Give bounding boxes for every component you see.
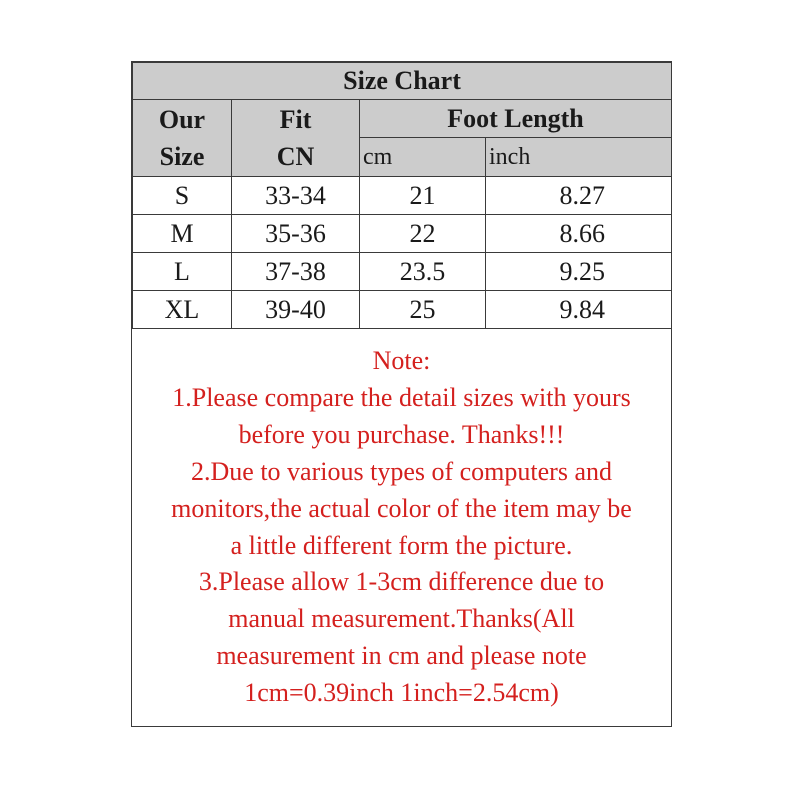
header-inch: inch <box>486 138 672 177</box>
header-fit-cn <box>232 100 360 177</box>
note-line: 1.Please compare the detail sizes with yours <box>172 382 631 412</box>
note-line: monitors,the actual color of the item may be <box>171 493 632 523</box>
cell-inch: 8.27 <box>486 177 672 215</box>
note-line: before you purchase. Thanks!!! <box>238 419 565 449</box>
note-line: a little different form the picture. <box>230 530 573 560</box>
header-our-size <box>133 100 232 177</box>
cell-cm: 21 <box>360 177 486 215</box>
note-block <box>132 331 671 712</box>
cell-cn: 39-40 <box>232 291 360 329</box>
header-our-size-line1: Our <box>158 105 206 134</box>
header-our-size-line2: Size <box>159 142 205 171</box>
note-line: 1cm=0.39inch 1inch=2.54cm) <box>244 678 559 708</box>
cell-cn: 33-34 <box>232 177 360 215</box>
table-row <box>133 177 672 215</box>
cell-inch: 8.66 <box>486 215 672 253</box>
header-fit-line1: Fit <box>279 105 312 134</box>
cell-inch: 9.84 <box>486 291 672 329</box>
note-line: 2.Due to various types of computers and <box>191 456 612 486</box>
cell-size: XL <box>133 291 232 329</box>
size-chart-sheet <box>131 61 672 727</box>
cell-inch: 9.25 <box>486 253 672 291</box>
cell-cm: 23.5 <box>360 253 486 291</box>
header-cm: cm <box>360 138 486 177</box>
chart-title: Size Chart <box>133 63 672 100</box>
cell-size: M <box>133 215 232 253</box>
note-line: 3.Please allow 1-3cm difference due to <box>198 567 605 597</box>
cell-size: L <box>133 253 232 291</box>
table-row <box>133 291 672 329</box>
cell-cn: 37-38 <box>232 253 360 291</box>
cell-cm: 22 <box>360 215 486 253</box>
cell-cn: 35-36 <box>232 215 360 253</box>
note-line: manual measurement.Thanks(All <box>228 604 575 634</box>
header-fit-line2: CN <box>276 142 315 171</box>
size-table <box>132 62 672 329</box>
header-row-1 <box>133 100 672 138</box>
cell-cm: 25 <box>360 291 486 329</box>
table-row <box>133 215 672 253</box>
note-line: measurement in cm and please note <box>216 641 587 671</box>
note-title: Note: <box>372 346 431 375</box>
header-foot-length: Foot Length <box>360 100 672 138</box>
cell-size: S <box>133 177 232 215</box>
title-row <box>133 63 672 100</box>
table-row <box>133 253 672 291</box>
